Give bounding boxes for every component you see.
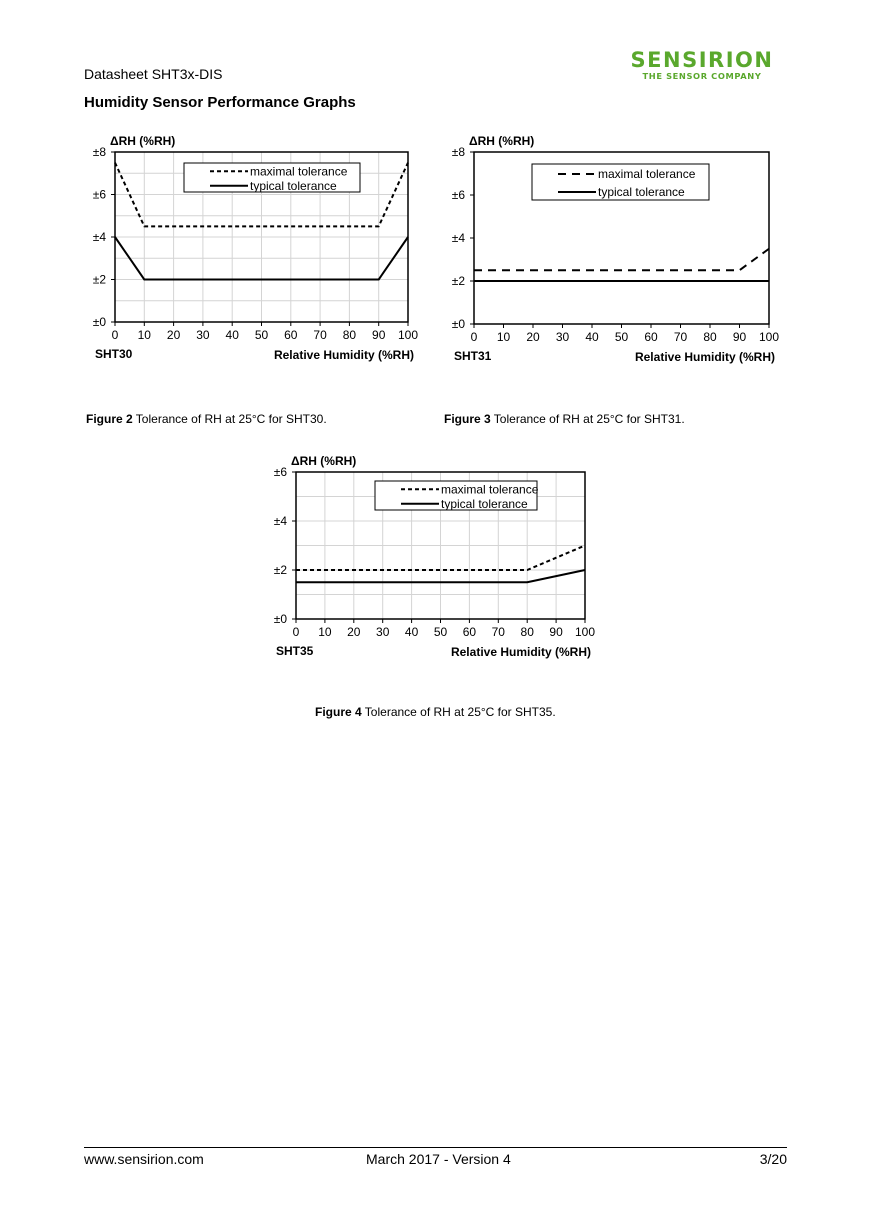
x-tick-label: 40 <box>404 625 419 639</box>
y-tick-label: ±4 <box>451 231 465 245</box>
x-tick-label: 50 <box>433 625 448 639</box>
x-tick-label: 20 <box>166 328 181 342</box>
y-tick-label: ±2 <box>273 563 287 577</box>
x-tick-label: 0 <box>111 328 119 342</box>
footer-divider <box>84 1147 787 1148</box>
y-tick-label: ±0 <box>451 317 465 331</box>
x-tick-label: 100 <box>397 328 419 342</box>
x-tick-label: 10 <box>137 328 151 342</box>
x-tick-label: 20 <box>347 625 361 639</box>
sensor-label: SHT35 <box>276 644 314 658</box>
x-tick-label: 0 <box>470 330 478 344</box>
x-tick-label: 60 <box>462 625 477 639</box>
legend-entry: maximal tolerance <box>598 167 696 181</box>
x-axis-label: Relative Humidity (%RH) <box>634 350 775 364</box>
x-tick-label: 90 <box>372 328 386 342</box>
y-tick-label: ±0 <box>92 315 106 329</box>
sensirion-logo <box>619 50 785 81</box>
x-tick-label: 80 <box>703 330 717 344</box>
x-tick-label: 80 <box>520 625 534 639</box>
caption-label: Figure 3 <box>444 412 491 426</box>
x-tick-label: 70 <box>491 625 505 639</box>
x-tick-label: 0 <box>292 625 300 639</box>
sensor-label: SHT30 <box>95 347 133 361</box>
caption-label: Figure 2 <box>86 412 133 426</box>
x-tick-label: 70 <box>313 328 327 342</box>
x-tick-label: 60 <box>644 330 658 344</box>
logo-wordmark: SENSIRION <box>630 48 774 72</box>
section-title: Humidity Sensor Performance Graphs <box>84 94 356 111</box>
x-tick-label: 50 <box>254 328 269 342</box>
y-tick-label: ±4 <box>92 230 106 244</box>
caption-text: Tolerance of RH at 25°C for SHT30. <box>132 412 327 426</box>
y-axis-label: ΔRH (%RH) <box>291 454 357 468</box>
caption-text: Tolerance of RH at 25°C for SHT35. <box>361 705 556 719</box>
x-tick-label: 30 <box>376 625 390 639</box>
y-tick-label: ±8 <box>451 145 465 159</box>
x-tick-label: 90 <box>732 330 747 344</box>
caption-figure-4 <box>315 705 556 719</box>
x-tick-label: 40 <box>225 328 239 342</box>
y-axis-label: ΔRH (%RH) <box>469 134 535 148</box>
footer-date-version: March 2017 - Version 4 <box>366 1151 511 1167</box>
x-tick-label: 60 <box>284 328 298 342</box>
chart-sht30 <box>80 130 430 370</box>
footer-website[interactable]: www.sensirion.com <box>84 1151 204 1167</box>
chart-sht31 <box>438 130 788 370</box>
y-tick-label: ±6 <box>273 465 287 479</box>
legend-entry: maximal tolerance <box>441 482 539 497</box>
legend-entry: maximal tolerance <box>250 164 348 179</box>
x-tick-label: 80 <box>342 328 357 342</box>
x-tick-label: 20 <box>526 330 540 344</box>
x-tick-label: 10 <box>496 330 511 344</box>
caption-text: Tolerance of RH at 25°C for SHT31. <box>490 412 685 426</box>
y-tick-label: ±2 <box>451 274 465 288</box>
y-tick-label: ±8 <box>92 145 106 159</box>
x-axis-label: Relative Humidity (%RH) <box>450 645 591 659</box>
caption-figure-2 <box>86 412 327 426</box>
footer-page-number: 3/20 <box>759 1151 787 1167</box>
document-title: Datasheet SHT3x-DIS <box>84 66 223 82</box>
legend-entry: typical tolerance <box>250 178 337 193</box>
x-tick-label: 90 <box>549 625 563 639</box>
caption-figure-3 <box>444 412 685 426</box>
legend-entry: typical tolerance <box>441 496 528 511</box>
x-tick-label: 30 <box>555 330 570 344</box>
x-tick-label: 50 <box>614 330 629 344</box>
chart-sht35 <box>260 448 610 663</box>
y-tick-label: ±4 <box>273 514 287 528</box>
series-maximal-tolerance <box>474 249 769 271</box>
y-tick-label: ±6 <box>92 187 106 202</box>
y-axis-label: ΔRH (%RH) <box>110 134 176 148</box>
x-tick-label: 100 <box>758 330 780 344</box>
legend-entry: typical tolerance <box>598 185 685 199</box>
x-tick-label: 100 <box>574 625 596 639</box>
y-tick-label: ±6 <box>451 188 465 202</box>
x-tick-label: 40 <box>585 330 599 344</box>
logo-tagline: THE SENSOR COMPANY <box>642 71 762 81</box>
caption-label: Figure 4 <box>315 705 362 719</box>
x-tick-label: 10 <box>318 625 332 639</box>
x-tick-label: 30 <box>196 328 210 342</box>
y-tick-label: ±2 <box>92 272 106 287</box>
x-axis-label: Relative Humidity (%RH) <box>273 348 414 362</box>
sensor-label: SHT31 <box>454 349 492 363</box>
x-tick-label: 70 <box>673 330 688 344</box>
y-tick-label: ±0 <box>273 612 287 626</box>
